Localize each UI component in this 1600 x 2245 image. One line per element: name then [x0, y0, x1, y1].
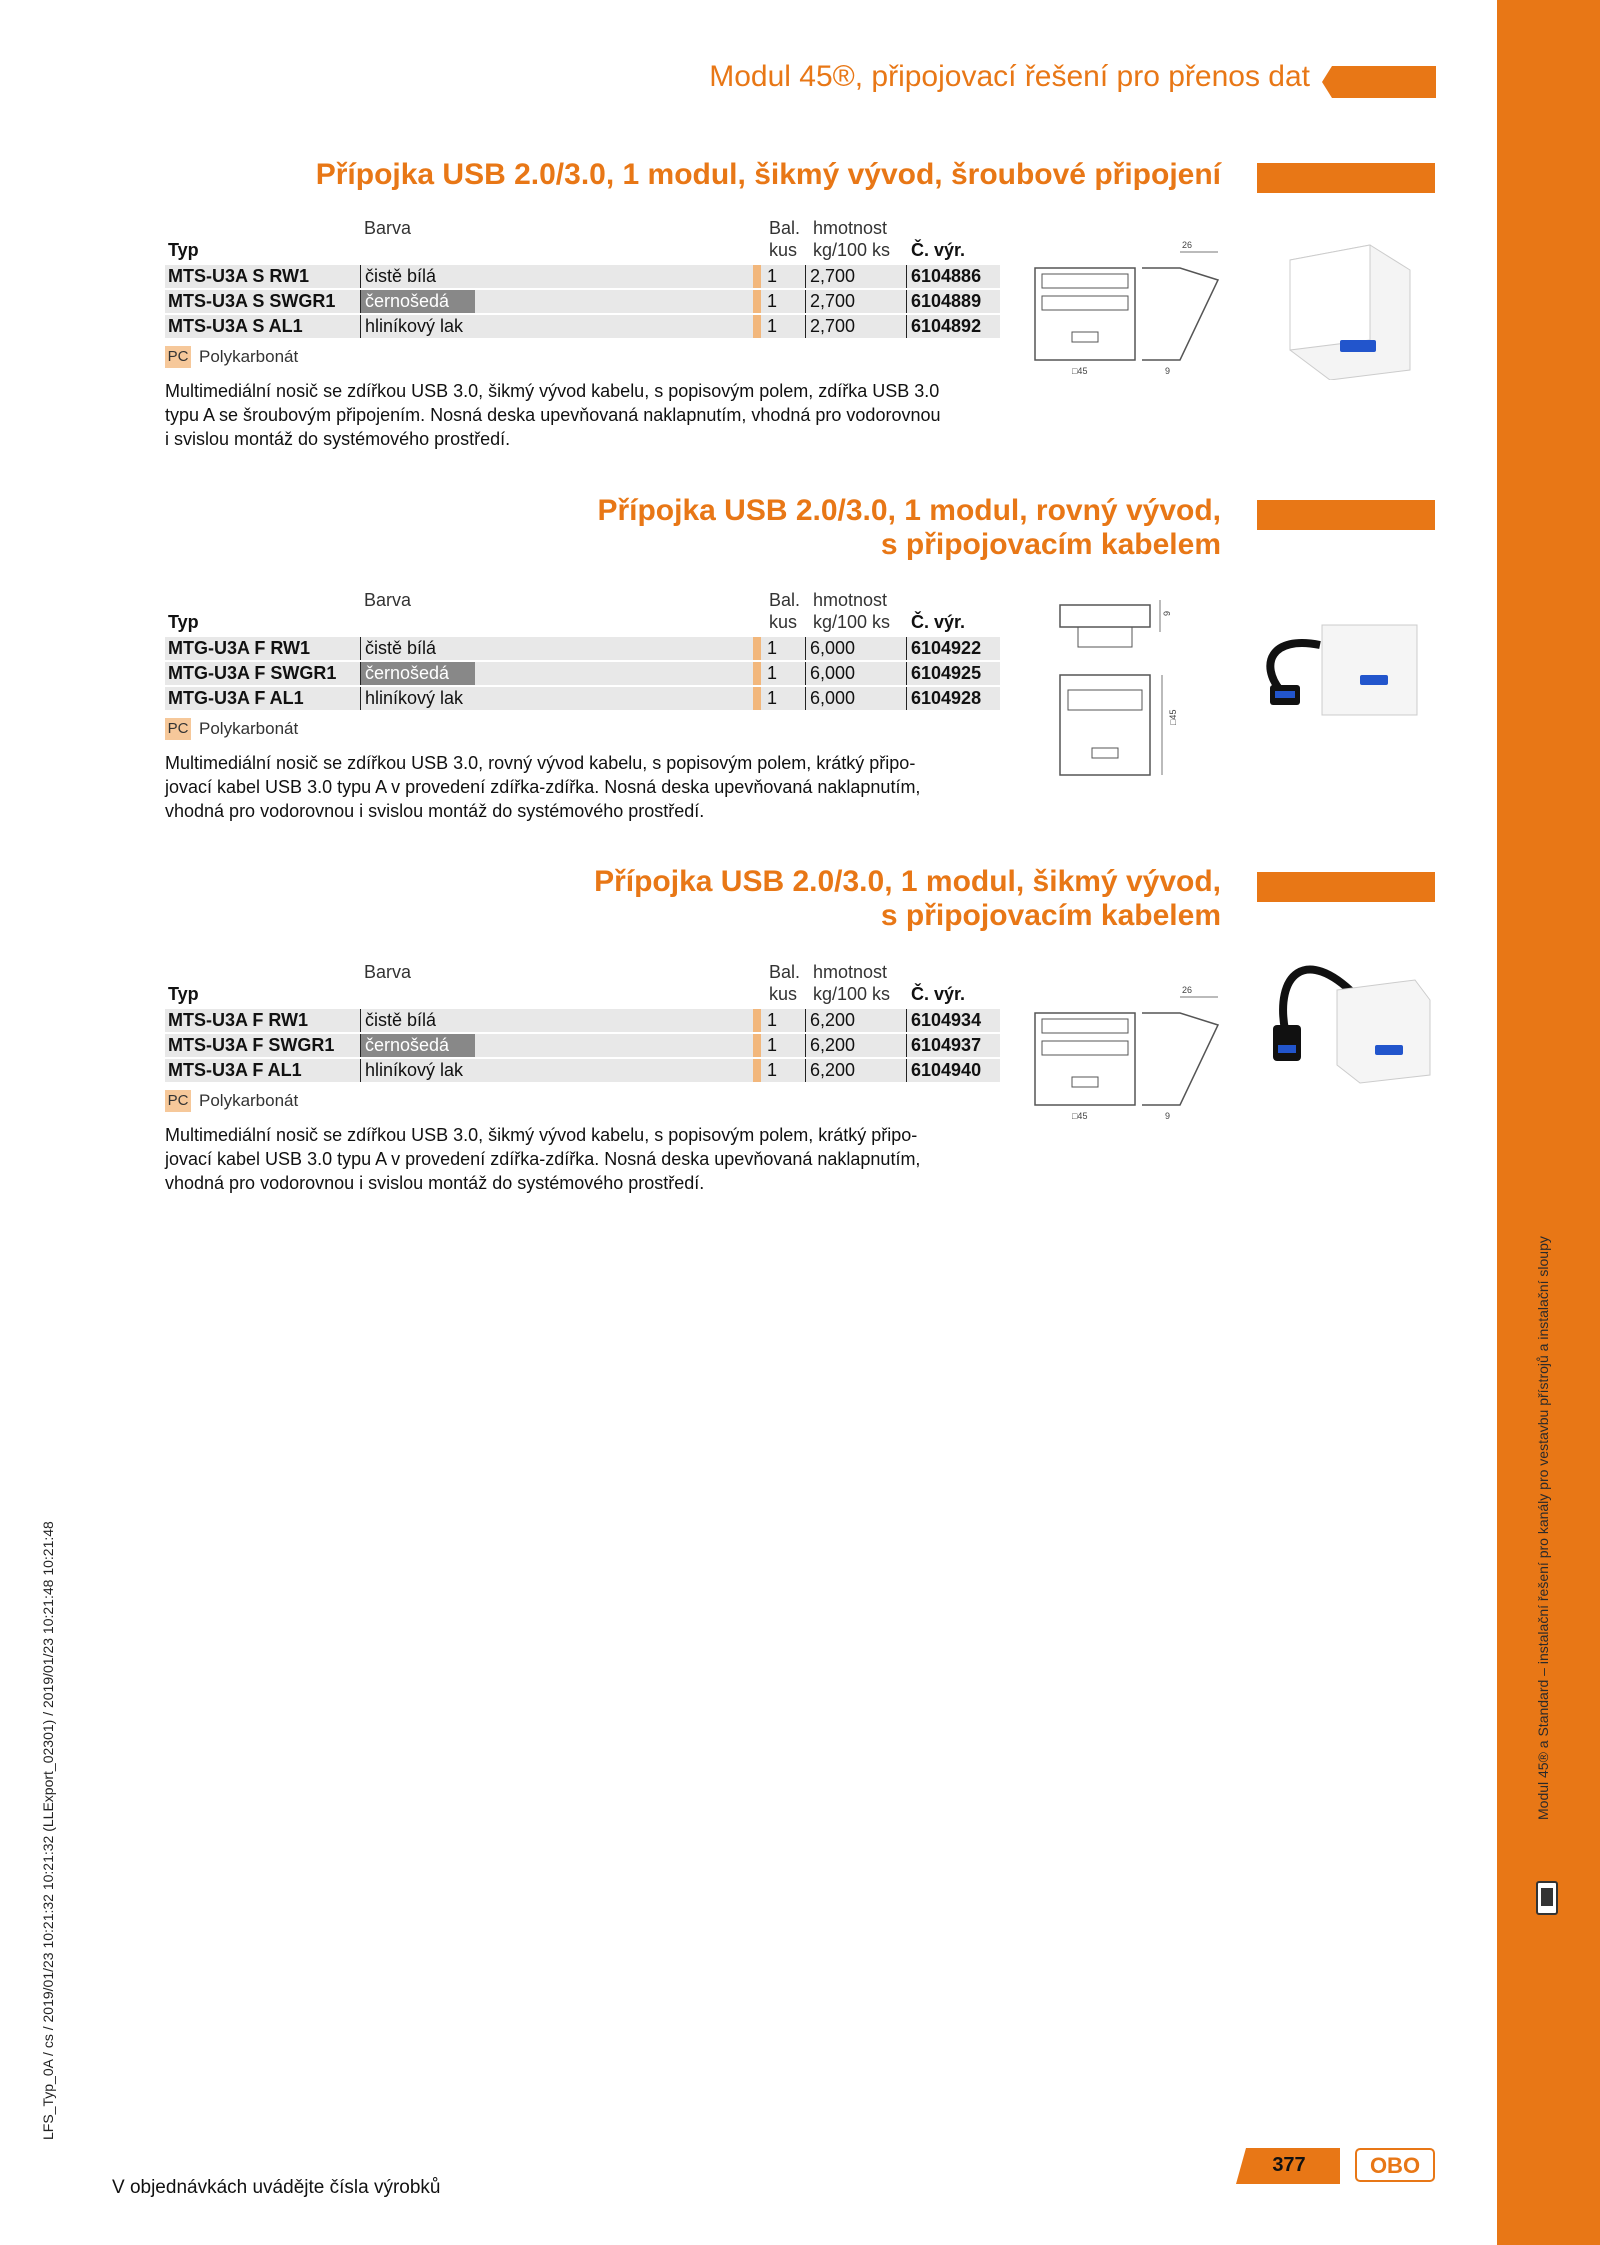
material-badge: PC	[165, 346, 191, 368]
material-badge: PC	[165, 1090, 191, 1112]
print-metadata: LFS_Typ_0A / cs / 2019/01/23 10:21:32 10:21:32 (LLExport_02301) / 2019/01/23 10:21:48 10:21:48	[40, 1521, 56, 2140]
table-row	[165, 637, 1000, 660]
dim-bottom-left: □45	[1072, 1111, 1088, 1121]
col-head-barva: Barva	[364, 962, 412, 982]
cell-cislo: 6104922	[906, 637, 981, 660]
col-head-barva: Barva	[364, 218, 412, 238]
product-photo	[1270, 230, 1420, 380]
dim-side: □45	[1168, 709, 1178, 725]
product-description: Multimediální nosič se zdířkou USB 3.0, šikmý vývod kabelu, s popisovým polem, zdířka USB 3.0 typu A se šroubovým připojením. Nosná deska upevňovaná naklapnutím, vhodná pro vodorovnou i svislou montáž do systémového prostředí.	[165, 381, 941, 449]
cell-typ: MTS-U3A F SWGR1	[168, 1035, 335, 1055]
table-row	[165, 687, 1000, 710]
material-label: Polykarbonát	[199, 1091, 299, 1110]
product-description: Multimediální nosič se zdířkou USB 3.0, rovný vývod kabelu, s popisovým polem, krátký připo- jovací kabel USB 3.0 typu A v provedení zdířka-zdířka. Nosná deska upevňovaná naklapnutím, vhodná pro vodorovnou i svislou montáž do systémového prostředí.	[165, 753, 921, 821]
cell-typ: MTG-U3A F SWGR1	[168, 663, 337, 683]
dim-top: 9	[1162, 610, 1172, 616]
cell-bal: 1	[753, 315, 777, 338]
technical-drawing	[1030, 240, 1225, 380]
product-photo	[1250, 605, 1430, 725]
cell-cislo: 6104937	[906, 1034, 981, 1057]
section-title: Přípojka USB 2.0/3.0, 1 modul, rovný vývod, s připojovacím kabelem	[597, 494, 1221, 561]
col-head-cislo: Č. výr.	[911, 984, 966, 1004]
footer-note: V objednávkách uvádějte čísla výrobků	[112, 2177, 441, 2198]
material-badge: PC	[165, 718, 191, 740]
cell-bal: 1	[753, 265, 777, 288]
cell-bal: 1	[753, 637, 777, 660]
dim-bottom-right: 9	[1165, 1111, 1171, 1121]
col-head-kus: kus	[769, 612, 798, 632]
col-head-typ: Typ	[168, 240, 199, 260]
material-label: Polykarbonát	[199, 347, 299, 366]
cell-cislo: 6104940	[906, 1059, 981, 1082]
cell-bal: 1	[753, 687, 777, 710]
col-head-kg: kg/100 ks	[813, 984, 891, 1004]
section-title: Přípojka USB 2.0/3.0, 1 modul, šikmý vývod, šroubové připojení	[315, 158, 1221, 191]
cell-cislo: 6104889	[906, 290, 981, 313]
obo-logo	[1355, 2148, 1435, 2182]
cell-bal: 1	[753, 1034, 777, 1057]
cell-hmotnost: 2,700	[805, 290, 855, 313]
cell-bal: 1	[753, 1059, 777, 1082]
page-header-title: Modul 45®, připojovací řešení pro přenos dat	[709, 60, 1310, 93]
dim-top: 26	[1182, 240, 1193, 250]
cell-barva: černošedá	[360, 662, 475, 685]
cell-cislo: 6104886	[906, 265, 981, 288]
cell-barva: hliníkový lak	[360, 1059, 463, 1082]
section-title: Přípojka USB 2.0/3.0, 1 modul, šikmý vývod, s připojovacím kabelem	[594, 865, 1221, 932]
cell-typ: MTS-U3A S RW1	[168, 266, 310, 286]
cell-bal: 1	[753, 290, 777, 313]
col-head-bal: Bal.	[769, 962, 801, 982]
cell-cislo: 6104892	[906, 315, 981, 338]
section-accent-bar	[1257, 872, 1435, 902]
cell-hmotnost: 6,000	[805, 637, 855, 660]
cell-typ: MTG-U3A F AL1	[168, 688, 304, 708]
col-head-typ: Typ	[168, 984, 199, 1004]
cell-hmotnost: 6,200	[805, 1009, 855, 1032]
cell-hmotnost: 6,000	[805, 687, 855, 710]
cell-typ: MTS-U3A F RW1	[168, 1010, 309, 1030]
col-head-hmotnost: hmotnost	[813, 590, 888, 610]
cell-bal: 1	[753, 662, 777, 685]
section-accent-bar	[1257, 163, 1435, 193]
cell-barva: hliníkový lak	[360, 687, 463, 710]
cell-hmotnost: 2,700	[805, 265, 855, 288]
cell-barva: čistě bílá	[360, 637, 436, 660]
col-head-typ: Typ	[168, 612, 199, 632]
col-head-kus: kus	[769, 984, 798, 1004]
section-accent-bar	[1257, 500, 1435, 530]
table-row	[165, 1059, 1000, 1082]
dim-bottom-right: 9	[1165, 366, 1171, 376]
col-head-kus: kus	[769, 240, 798, 260]
cell-hmotnost: 6,200	[805, 1059, 855, 1082]
table-row	[165, 315, 1000, 338]
col-head-bal: Bal.	[769, 590, 801, 610]
technical-drawing	[1030, 985, 1225, 1125]
cell-barva: čistě bílá	[360, 1009, 436, 1032]
col-head-barva: Barva	[364, 590, 412, 610]
cell-bal: 1	[753, 1009, 777, 1032]
product-photo	[1265, 945, 1435, 1085]
cell-cislo: 6104925	[906, 662, 981, 685]
table-row	[165, 1034, 1000, 1057]
cell-typ: MTS-U3A S SWGR1	[168, 291, 336, 311]
cell-hmotnost: 2,700	[805, 315, 855, 338]
col-head-hmotnost: hmotnost	[813, 962, 888, 982]
col-head-hmotnost: hmotnost	[813, 218, 888, 238]
cell-barva: čistě bílá	[360, 265, 436, 288]
table-row	[165, 265, 1000, 288]
cell-barva: černošedá	[360, 290, 475, 313]
obo-logo-text: OBO	[1369, 2153, 1421, 2178]
table-row	[165, 290, 1000, 313]
table-row	[165, 662, 1000, 685]
cell-hmotnost: 6,000	[805, 662, 855, 685]
cell-typ: MTG-U3A F RW1	[168, 638, 310, 658]
device-icon	[1535, 1880, 1559, 1916]
cell-typ: MTS-U3A F AL1	[168, 1060, 302, 1080]
header-tab-icon	[1322, 66, 1436, 98]
side-strip-text: Modul 45® a Standard – instalační řešení pro kanály pro vestavbu přístrojů a instalační sloupy	[1535, 1236, 1551, 1820]
cell-barva: černošedá	[360, 1034, 475, 1057]
col-head-kg: kg/100 ks	[813, 612, 891, 632]
dim-bottom-left: □45	[1072, 366, 1088, 376]
page-number: 377	[1272, 2154, 1306, 2176]
material-label: Polykarbonát	[199, 719, 299, 738]
cell-typ: MTS-U3A S AL1	[168, 316, 303, 336]
table-row	[165, 1009, 1000, 1032]
dim-top: 26	[1182, 985, 1193, 995]
cell-cislo: 6104934	[906, 1009, 981, 1032]
cell-cislo: 6104928	[906, 687, 981, 710]
col-head-cislo: Č. výr.	[911, 240, 966, 260]
cell-barva: hliníkový lak	[360, 315, 463, 338]
product-description: Multimediální nosič se zdířkou USB 3.0, šikmý vývod kabelu, s popisovým polem, krátký připo- jovací kabel USB 3.0 typu A v provedení zdířka-zdířka. Nosná deska upevňovaná naklapnutím, vhodná pro vodorovnou i svislou montáž do systémového prostředí.	[165, 1125, 921, 1193]
col-head-kg: kg/100 ks	[813, 240, 891, 260]
technical-drawing	[1050, 590, 1200, 790]
col-head-bal: Bal.	[769, 218, 801, 238]
cell-hmotnost: 6,200	[805, 1034, 855, 1057]
col-head-cislo: Č. výr.	[911, 612, 966, 632]
